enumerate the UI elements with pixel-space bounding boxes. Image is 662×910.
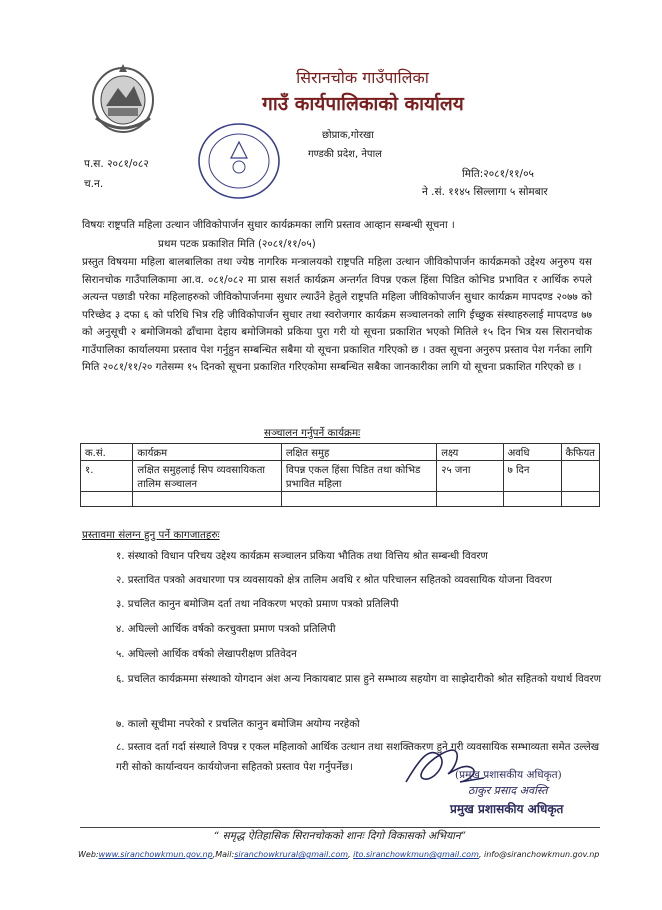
mail-label: ,Mail: bbox=[212, 850, 235, 859]
col-target: लक्ष्य bbox=[437, 444, 503, 461]
fiscal-year: प.स. २०८१/०८२ bbox=[84, 158, 149, 170]
program-table bbox=[80, 443, 600, 507]
table-row-empty bbox=[81, 492, 600, 507]
list-item: ३. प्रचलित कानुन बमोजिम दर्ता तथा नविकरण भएको प्रमाण पत्रको प्रतिलिपी bbox=[116, 599, 399, 610]
office-title: गाउँ कार्यपालिकाको कार्यालय bbox=[262, 93, 464, 115]
email-link-2[interactable]: ito.siranchowkmun@gmail.com bbox=[353, 850, 479, 859]
email-link-3[interactable]: info@siranchowkmun.gov.np bbox=[483, 850, 600, 859]
table-row bbox=[81, 461, 600, 492]
website-link[interactable]: www.siranchowkmun.gov.np bbox=[98, 850, 213, 859]
table-caption: सञ्चालन गर्नुपर्ने कार्यक्रमः bbox=[264, 427, 361, 439]
list-item: ७. कालो सूचीमा नपरेको र प्रचलित कानुन बमोजिम अयोग्य नरहेको bbox=[116, 719, 360, 730]
list-item: १. संस्थाको विधान परिचय उद्देश्य कार्यक्रम सञ्चालन प्रकिया भौतिक तथा वित्तिय श्रोत सम्बन्धी विवरण bbox=[116, 551, 488, 562]
address-line2: गण्डकी प्रदेश, नेपाल bbox=[308, 149, 382, 160]
cell-duration: ७ दिन bbox=[503, 461, 561, 492]
signatory-role: (प्रमुख प्रशासकीय अधिकृत) bbox=[455, 769, 562, 781]
col-target-group: लक्षित समुह bbox=[281, 444, 436, 461]
col-sn: क.सं. bbox=[81, 444, 133, 461]
cell-remarks bbox=[561, 461, 599, 492]
signatory-name: ठाकुर प्रसाद अवस्ति bbox=[468, 784, 548, 797]
email-link-1[interactable]: siranchowkrural@gmail.com bbox=[234, 850, 348, 859]
list-item: ८. प्रस्ताव दर्ता गर्दा संस्थाले विपन्न र एकल महिलाको आर्थिक उत्थान तथा सशक्तिकरण हुने गरी व्यवसायिक सम्भाव्यता समेत उल्लेख गरी सोको कार्यान्वयन कार्ययोजना सहितको प्रस्ताव पेश गर्नुपर्नेछ। bbox=[116, 742, 600, 773]
list-item: ५. अघिल्लो आर्थिक वर्षको लेखापरीक्षण प्रतिवेदन bbox=[116, 649, 297, 660]
list-item: ४. अघिल्लो आर्थिक वर्षको करचुक्ता प्रमाण पत्रको प्रतिलिपी bbox=[116, 624, 336, 635]
first-published-date: प्रथम पटक प्रकाशित मिति (२०८१/११/०५) bbox=[158, 238, 316, 250]
footer-slogan: “ समृद्ध ऐतिहासिक सिरानचोकको शानः दिगो विकासको अभियान” bbox=[213, 830, 467, 842]
list-item: ६. प्रचलित कार्यक्रममा संस्थाको योगदान अंश अन्य निकायबाट प्रास हुने सम्भाव्य सहयोग वा साझेदारीको श्रोत सहितको यथार्थ विवरण bbox=[116, 674, 601, 685]
date: मिति:२०८१/११/०५ bbox=[462, 168, 534, 180]
col-remarks: कैफियत bbox=[561, 444, 599, 461]
cell-program: लक्षित समुहलाई सिप व्यवसायिकता तालिम सञ्चालन bbox=[133, 461, 281, 492]
notice-body: प्रस्तुत विषयमा महिला बालबालिका तथा ज्येष्ठ नागरिक मन्त्रालयको राष्ट्रपति महिला उत्थान जीविकोपार्जन कार्यक्रमको उद्देश्य अनुरुप यस सिरानचोक गाउँपालिकामा आ.व. ०८१/०८२ मा प्रास सशर्त कार्यक्रम अन्तर्गत विपन्न एकल हिंसा पिडित कोभिड प्रभावित र आर्थिक रुपले अत्यन्त पछाडी परेका महिलाहरुको जीविकोपार्जनमा सुधार ल्याउँने हेतुले राष्ट्रपति महिला जीविकोपार्जन सुधार कार्यक्रम मापदण्ड २०७७ को परिच्छेद ३ दफा ६ को परिधि भित्र रहि जीविकोपार्जन सुधार तथा स्वरोजगार कार्यक्रम सञ्चालनको लागि ईच्छुक संस्थाहरुलाई मापदण्ड ७७ को अनुसूची २ बमोजिमको ढाँचामा देहाय बमोजिमको प्रकिया पुरा गरी यो सूचना प्रकाशित भएको मितिले १५ दिन भित्र यस सिरानचोक गाउँपालिका कार्यालयमा प्रस्ताव पेश गर्नुहुन सम्बन्धित सबैमा यो सूचना प्रकाशित गरिएको छ । उक्त सूचना अनुरुप प्रस्ताव पेश गर्नका लागि मिति २०८१/११/२० गतेसम्म १५ दिनको सूचना प्रकाशित गरिएकोमा सम्बन्धित सबैका जानकारीका लागि यो सूचना प्रकाशित गरिएको छ । bbox=[82, 256, 592, 373]
address-line1: छोप्राक,गोरखा bbox=[322, 130, 374, 141]
subject: विषयः राष्ट्रपति महिला उत्थान जीविकोपार्जन सुधार कार्यक्रमका लागि प्रस्ताव आव्हान सम्बन्धी सूचना । bbox=[82, 219, 455, 231]
col-duration: अवधि bbox=[503, 444, 561, 461]
office-seal-stamp bbox=[195, 120, 283, 202]
web-label: Web: bbox=[78, 850, 99, 859]
footer-contacts: Web:www.siranchowkmun.gov.np,Mail:siranchowkrural@gmail.com, ito.siranchowkmun@gmail.com, info@siranchowkmun.gov.np bbox=[78, 850, 600, 859]
documents-title: प्रस्तावमा संलग्न हुनु पर्ने कागजातहरुः bbox=[82, 529, 220, 541]
cell-target-group: विपन्न एकल हिंसा पिडित तथा कोभिड प्रभावित महिला bbox=[281, 461, 436, 492]
nepal-emblem-icon bbox=[88, 58, 158, 138]
footer-divider bbox=[80, 827, 600, 828]
cell-target: २५ जना bbox=[437, 461, 503, 492]
cell-sn: १. bbox=[81, 461, 133, 492]
list-item: २. प्रस्तावित पत्रको अवधारणा पत्र व्यवसायको क्षेत्र तालिम अवधि र श्रोत परिचालन सहितको व्यवसायिक योजना विवरण bbox=[116, 575, 552, 586]
dispatch-number: च.न. bbox=[84, 178, 104, 190]
table-header-row bbox=[81, 444, 600, 461]
nepal-sambat-date: ने .सं. ११४५ सिल्लागा ५ सोमबार bbox=[422, 186, 548, 198]
signatory-stamp: प्रमुख प्रशासकीय अधिकृत bbox=[450, 802, 564, 816]
office-name: सिरानचोक गाउँपालिका bbox=[296, 68, 429, 87]
col-program: कार्यक्रम bbox=[133, 444, 281, 461]
